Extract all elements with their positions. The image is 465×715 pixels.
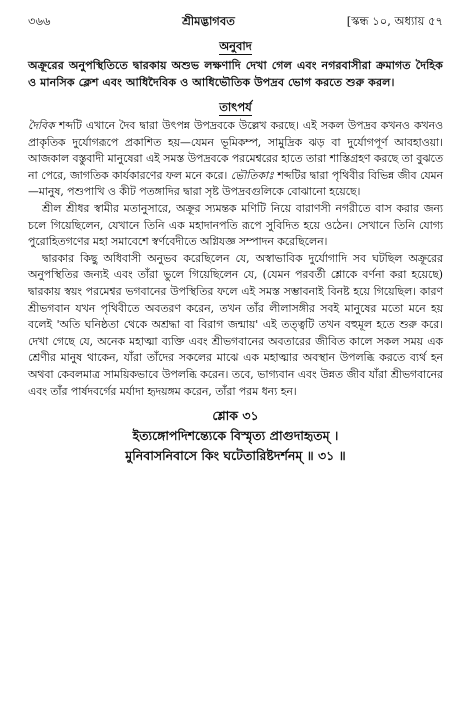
translation-text: অক্রূরের অনুপস্থিতিতে দ্বারকায় অশুভ লক্ষণাদি দেখা গেল এবং নগরবাসীরা ক্রমাগত দৈহিক ও মানসিক ক্লেশ এবং আধিদৈবিক ও আধিভৌতিক উপদ্রব ভোগ করতে শুরু করল। xyxy=(28,58,443,89)
term-daivika: দৈবিক xyxy=(28,119,55,132)
page-number: ৩৬৬ xyxy=(28,14,51,28)
purport-body xyxy=(28,118,443,400)
running-header xyxy=(28,12,443,30)
purport-paragraph-1: দৈবিক শব্দটি এখানে দৈব দ্বারা উৎপন্ন উপদ্রবকে উল্লেখ করছে। এই সকল উপদ্রব কখনও কখনও প্রাকৃতিক দুর্যোগরূপে প্রকাশিত হয়—যেমন ভূমিকম্প, সামুদ্রিক ঝড় বা দুর্যোগপূর্ণ আবহাওয়া। আজকাল বস্তুবাদী মানুষেরা এই সমস্ত উপদ্রবকে পরমেশ্বরের হাতে তারা শাস্তিগ্রহণ করছে তা বুঝতে না পেরে, জাগতিক কার্যকারণের ফল মনে করে। ভৌতিকাঃ শব্দটির দ্বারা পৃথিবীর বিভিন্ন জীব যেমন—মানুষ, পশুপাখি ও কীট পতঙ্গাদির দ্বারা সৃষ্ট উপদ্রবগুলিকে বোঝানো হয়েছে। xyxy=(28,119,443,199)
purport-heading: তাৎপর্য xyxy=(219,100,252,114)
chapter-location: [স্কন্ধ ১০, অধ্যায় ৫৭ xyxy=(346,14,443,28)
verse-line-2: মুনিবাসনিবাসে কিং ঘটেতারিষ্টদর্শনম্ ॥ ৩১ ॥ xyxy=(125,448,346,464)
book-title: শ্রীমদ্ভাগবত xyxy=(182,14,235,28)
purport-paragraph-2: শ্রীল শ্রীধর স্বামীর মতানুসারে, অক্রূর স্যমন্তক মণিটি নিয়ে বারাণসী নগরীতে বাস করার জন্য চলে গিয়েছিলেন, যেখানে তিনি এক মহাদানপতি রূপে সুবিদিত হয়ে ওঠেন। সেখানে তিনি যোগ্য পুরোহিতগণের মহা সমাবেশে স্বর্ণবেদীতে অগ্নিযজ্ঞ সম্পাদন করেছিলেন। xyxy=(28,201,443,249)
translation-heading: অনুবাদ xyxy=(219,39,252,53)
purport-paragraph-3: দ্বারকার কিছু অধিবাসী অনুভব করেছিলেন যে, অস্বাভাবিক দুর্যোগাদি সব ঘটছিল অক্রূরের অনুপস্থিতির জন্যই এবং তাঁরা ভুলে গিয়েছিলেন যে, (যেমন পরবর্তী শ্লোকে বর্ণনা করা হয়েছে) দ্বারকায় স্বয়ং পরমেশ্বর ভগবানের উপস্থিতির ফলে এই সমস্ত সম্ভাবনাই বিনষ্ট হয়ে গিয়েছিল। কারণ শ্রীভগবান যখন পৃথিবীতে অবতরণ করেন, তখন তাঁর লীলাসঙ্গীর সবই মানুষের মতো মনে হয় বলেই 'অতি ঘনিষ্ঠতা থেকে অশ্রদ্ধা বা বিরাগ জন্মায়' এই তত্ত্বটি তখন বহুমূল হতে শুরু করে। দেখা গেছে যে, অনেক মহাত্মা ব্যক্তি এবং শ্রীভগবানের অবতারের জীবিত কালে সকল সময় এক শ্রেণীর মানুষ থাকেন, যাঁরা তাঁদের সকলের মাঝে এক মহাত্মার অবস্থান উপলব্ধি করতে ব্যর্থ হন অথবা কেবলমাত্র সাময়িকভাবে উপলব্ধি করেন। তবে, ভাগ্যবান এবং উন্নত জীব যাঁরা শ্রীভগবানের এবং তাঁর পার্ষদবর্গের মর্যাদা হৃদয়ঙ্গম করেন, তাঁরা পরম ধন্য হন। xyxy=(28,251,443,398)
verse-label: শ্লোক ৩১ xyxy=(212,408,259,424)
verse-line-1: ইত্যঙ্গোপদিশন্ত্যেকে বিস্মৃত্য প্রাগুদাহৃতম্ । xyxy=(132,428,339,444)
term-bhautika: ভৌতিকাঃ xyxy=(230,168,274,182)
